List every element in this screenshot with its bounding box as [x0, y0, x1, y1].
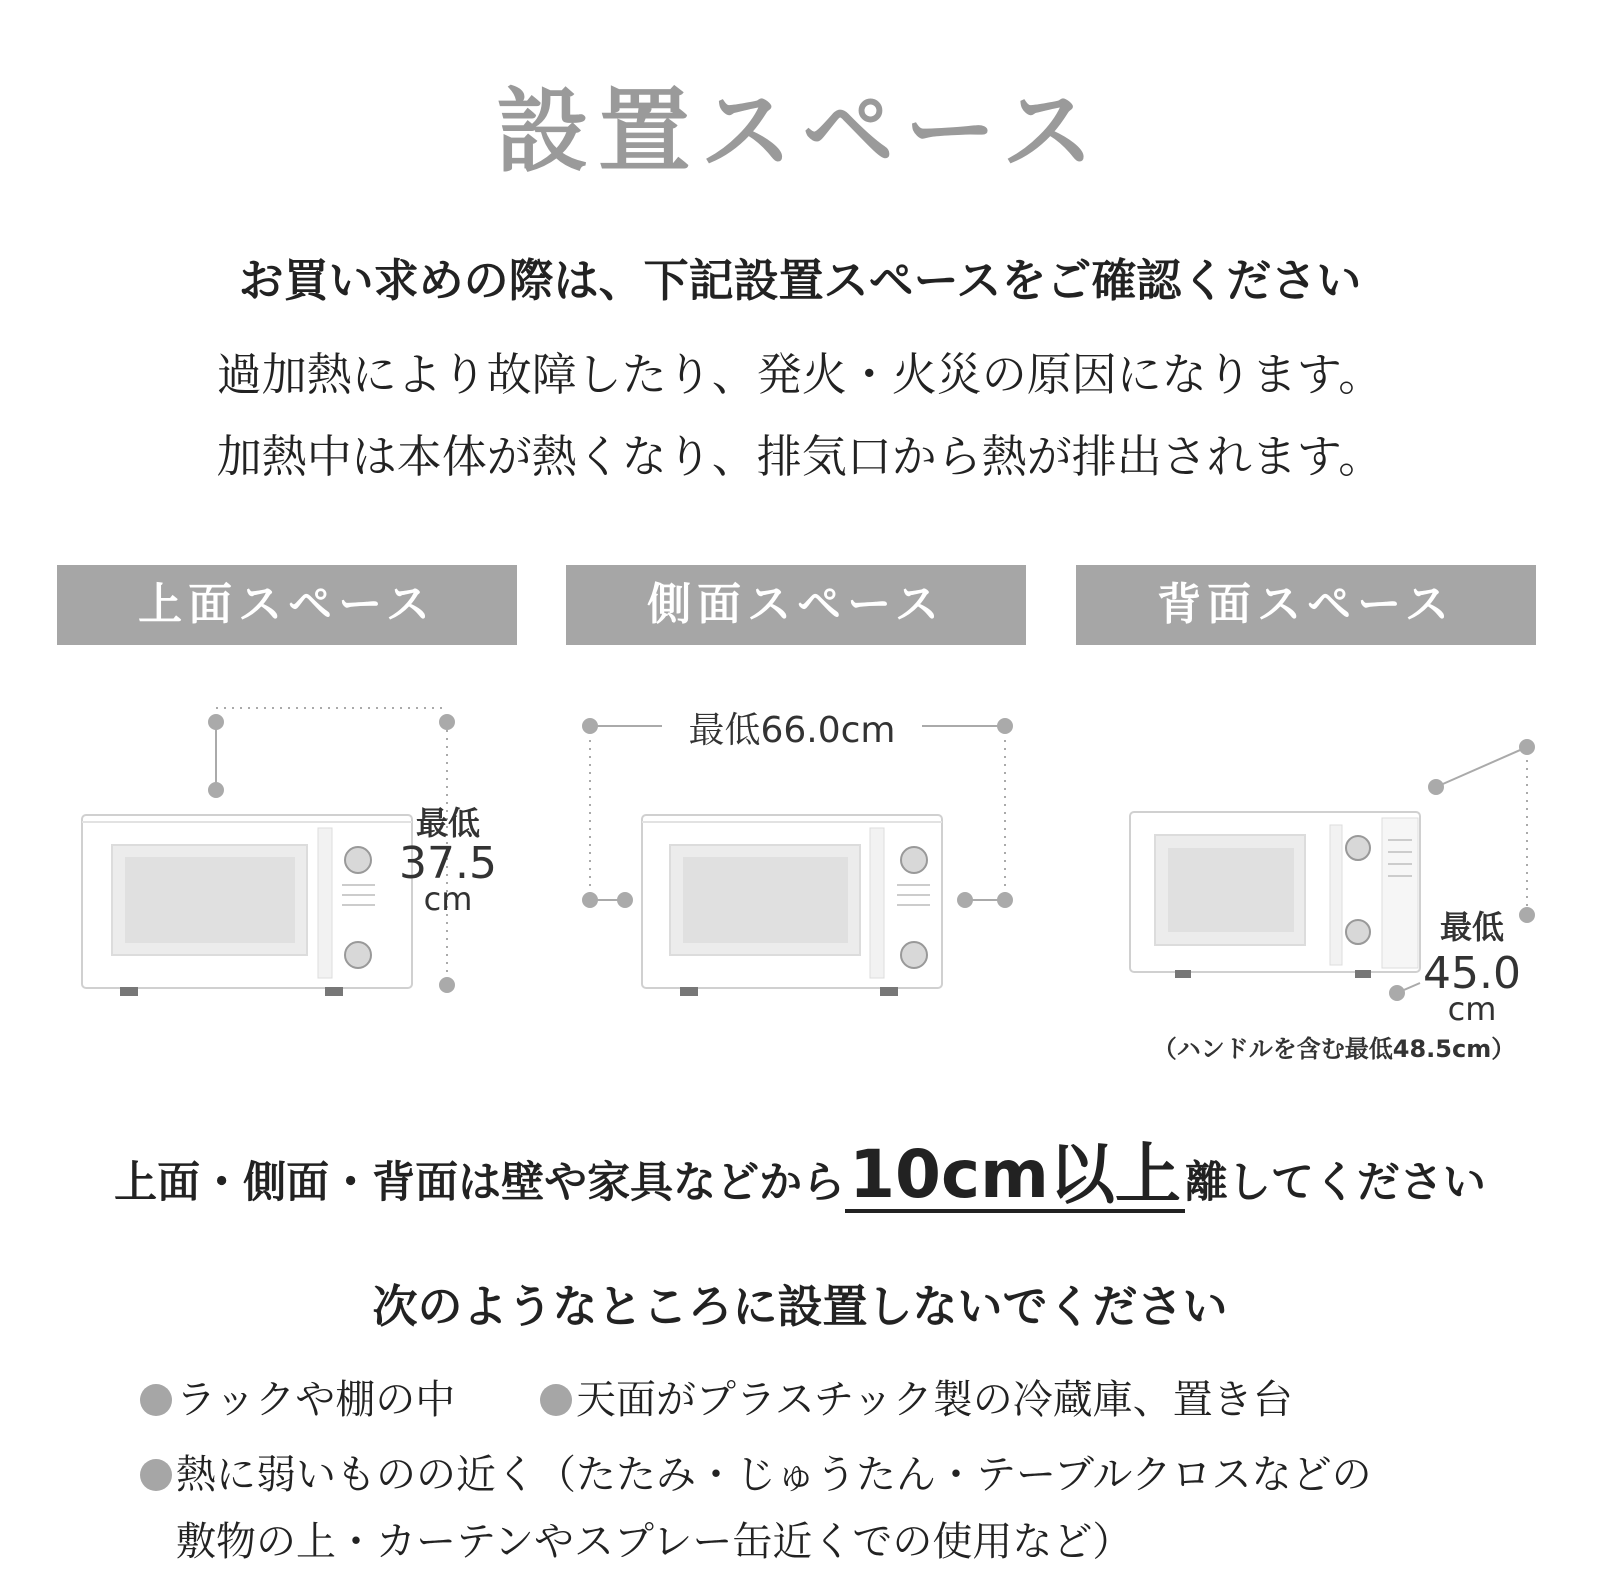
do-not-install-heading: 次のようなところに設置しないでください: [372, 1280, 1228, 1333]
warning-line-1: 過加熱により故障したり、発火・火災の原因になります。: [216, 348, 1384, 401]
space-diagrams: [0, 690, 1600, 1090]
warning-line-2: 加熱中は本体が熱くなり、排気口から熱が排出されます。: [216, 430, 1384, 483]
back-min-unit: cm: [1447, 990, 1497, 1028]
section-label-top: 上面スペース: [57, 565, 517, 645]
side-min-dimension: 最低66.0cm: [688, 710, 896, 751]
bullet-dot-icon: [540, 1384, 572, 1416]
top-min-unit: cm: [423, 880, 473, 918]
bullet-dot-icon: [140, 1459, 172, 1491]
page-title: 設置スペース: [496, 78, 1104, 185]
bullet-dot-icon: [140, 1384, 172, 1416]
back-min-label: 最低: [1439, 908, 1505, 946]
clearance-suffix: 離してください: [1184, 1158, 1486, 1208]
top-min-label: 最低: [415, 804, 481, 842]
clearance-notice: [0, 1136, 1600, 1213]
section-label-back: 背面スペース: [1076, 565, 1536, 645]
microwave-back-view: [1130, 812, 1420, 978]
microwave-top-view: [82, 815, 412, 996]
bullet-item: 天面がプラスチック製の冷蔵庫、置き台: [540, 1368, 1293, 1425]
back-min-value: 45.0: [1423, 948, 1521, 999]
clearance-emphasis: 10cm以上: [845, 1140, 1185, 1213]
confirm-heading: お買い求めの際は、下記設置スペースをご確認ください: [238, 254, 1362, 307]
bullet-item-continuation: 敷物の上・カーテンやスプレー缶近くでの使用など）: [176, 1519, 1133, 1565]
bullet-item: 熱に弱いものの近く（たたみ・じゅうたん・テーブルクロスなどの: [140, 1443, 1372, 1500]
clearance-prefix: 上面・側面・背面は壁や家具などから: [114, 1158, 846, 1208]
microwave-side-view: [642, 815, 942, 996]
section-label-side: 側面スペース: [566, 565, 1026, 645]
back-handle-note: （ハンドルを含む最低48.5cm）: [1152, 1035, 1516, 1063]
top-min-value: 37.5: [399, 838, 497, 889]
bullet-item: ラックや棚の中: [140, 1368, 455, 1425]
